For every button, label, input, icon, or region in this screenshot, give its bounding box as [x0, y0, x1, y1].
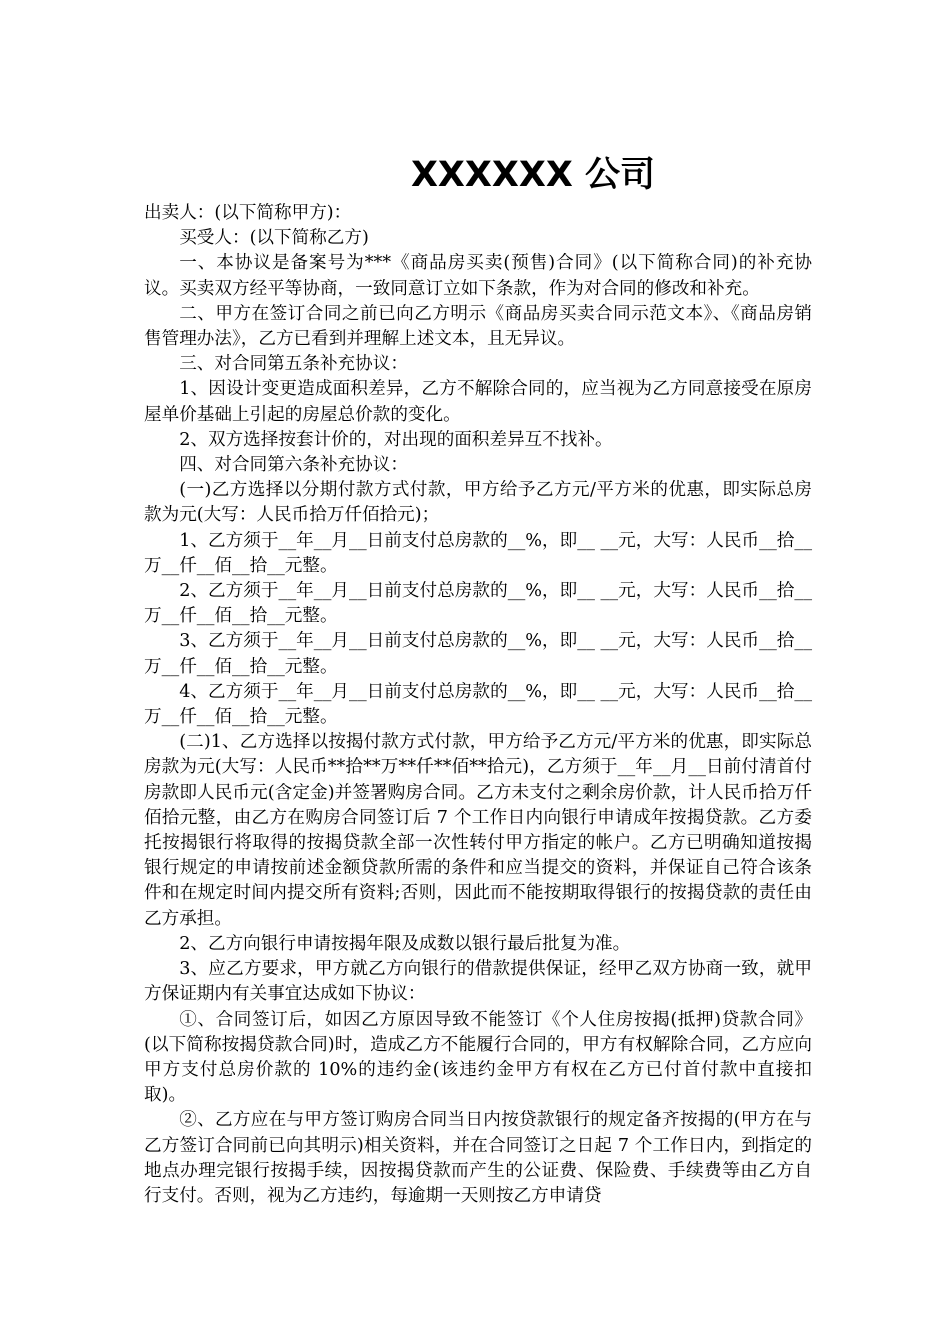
guarantee-item-2: ②、乙方应在与甲方签订购房合同当日内按贷款银行的规定备齐按揭的(甲方在与乙方签订合同前已向其明示)相关资料，并在合同签订之日起 7 个工作日内，到指定的地点办理完银行按揭手续，因按揭贷款而产生的公证费、保险费、手续费等由乙方自行支付。否则，视为乙方违约，每逾期一天则按乙方申请贷 — [144, 1110, 812, 1206]
clause-2: 二、甲方在签订合同之前已向乙方明示《商品房买卖合同示范文本》、《商品房销售管理办法》，乙方已看到并理解上述文本，且无异议。 — [144, 303, 812, 350]
buyer-line: 买受人：(以下简称乙方) — [179, 228, 369, 249]
document-body — [144, 201, 812, 1209]
clause-4-mortgage: (二)1、乙方选择以按揭付款方式付款，甲方给予乙方元/平方米的优惠，即实际总房款为元(大写：人民币**拾**万**仟**佰**拾元)，乙方须于__年__月__日前付清首付房款即人民币元(含定金)并签署购房合同。乙方未支付之剩余房价款，计人民币拾万仟佰拾元整，由乙方在购房合同签订后 7 个工作日内向银行申请成年按揭贷款。乙方委托按揭银行将取得的按揭贷款全部一次性转付甲方指定的帐户。乙方已明确知道按揭银行规定的申请按前述金额贷款所需的条件和应当提交的资料，并保证自己符合该条件和在规定时间内提交所有资料;否则，因此而不能按期取得银行的按揭贷款的责任由乙方承担。 — [144, 732, 812, 929]
installment-item-1: 1、乙方须于__年__月__日前支付总房款的__%，即__ __元，大写：人民币__拾__万__仟__佰__拾__元整。 — [144, 530, 812, 576]
clause-3-heading: 三、对合同第五条补充协议： — [179, 354, 408, 375]
mortgage-item-3: 3、应乙方要求，甲方就乙方向银行的借款提供保证，经甲乙双方协商一致，就甲方保证期内有关事宜达成如下协议： — [144, 959, 812, 1005]
installment-item-4: 4、乙方须于__年__月__日前支付总房款的__%，即__ __元，大写：人民币__拾__万__仟__佰__拾__元整。 — [144, 681, 812, 728]
mortgage-item-2: 2、乙方向银行申请按揭年限及成数以银行最后批复为准。 — [179, 933, 631, 954]
clause-3-item-2: 2、双方选择按套计价的，对出现的面积差异互不找补。 — [179, 429, 613, 450]
guarantee-item-1: ①、合同签订后，如因乙方原因导致不能签订《个人住房按揭(抵押)贷款合同》(以下简称按揭贷款合同)时，造成乙方不能履行合同的，甲方有权解除合同，乙方应向甲方支付总房价款的 10%的违约金(该违约金甲方有权在乙方已付首付款中直接扣取)。 — [144, 1009, 812, 1106]
installment-item-3: 3、乙方须于__年__月__日前支付总房款的__%，即__ __元，大写：人民币__拾__万__仟__佰__拾__元整。 — [144, 631, 812, 677]
document-title: XXXXXX 公司 — [410, 155, 656, 195]
clause-4-installment: (一)乙方选择以分期付款方式付款，甲方给予乙方元/平方米的优惠，即实际总房款为元(大写：人民币拾万仟佰拾元)； — [144, 480, 812, 526]
seller-line: 出卖人：(以下简称甲方)： — [144, 203, 352, 223]
installment-item-2: 2、乙方须于__年__月__日前支付总房款的__%，即__ __元，大写：人民币__拾__万__仟__佰__拾__元整。 — [144, 581, 812, 627]
clause-1: 一、本协议是备案号为***《商品房买卖(预售)合同》(以下简称合同)的补充协议。买卖双方经平等协商，一致同意订立如下条款，作为对合同的修改和补充。 — [144, 253, 812, 299]
clause-4-heading: 四、对合同第六条补充协议： — [179, 455, 408, 476]
clause-3-item-1: 1、因设计变更造成面积差异，乙方不解除合同的，应当视为乙方同意接受在原房屋单价基础上引起的房屋总价款的变化。 — [144, 379, 812, 425]
